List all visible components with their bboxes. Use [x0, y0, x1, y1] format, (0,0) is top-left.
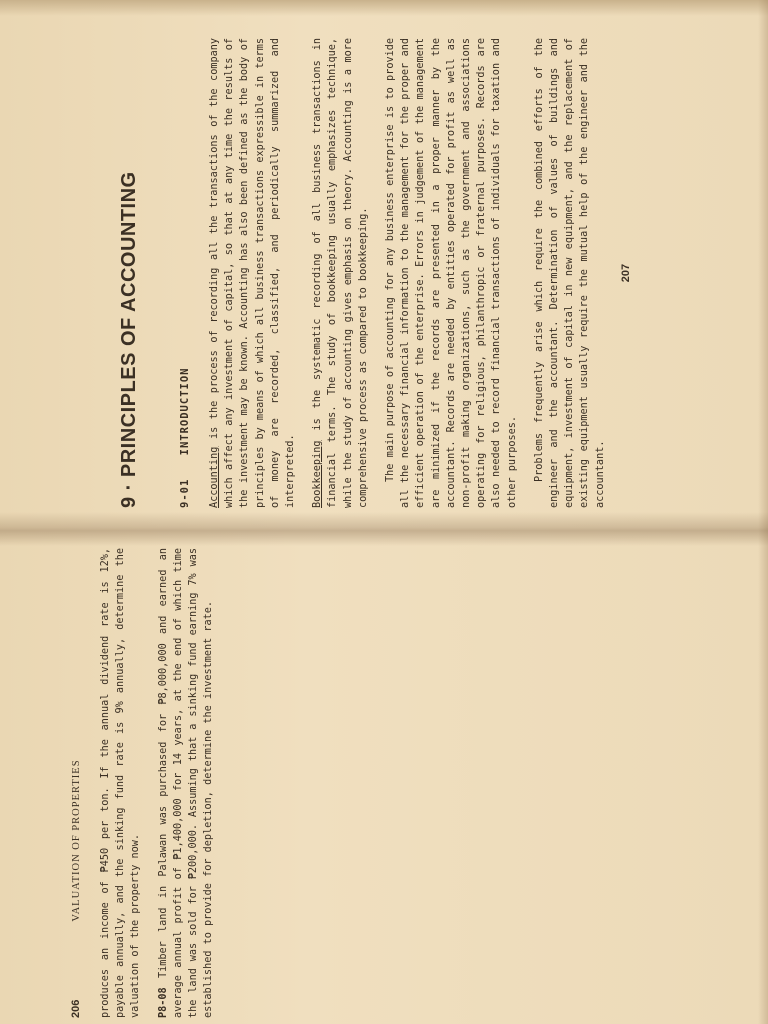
page-number-left: 206: [70, 999, 82, 1018]
chapter-title: 9 · PRINCIPLES OF ACCOUNTING: [118, 171, 140, 508]
page-number-right: 207: [619, 263, 632, 283]
page-206: [70, 548, 768, 1018]
page-edge-top: [0, 0, 768, 16]
paragraph-problems: Problems frequently arise which require the combined efforts of the engineer and the accountant. Determination of values of buildings and equipment, investment of capital in new equipment, and the replacement of existing equipment usually require the mutual help of the engineer and the accountant.: [533, 38, 606, 508]
problem-p8-08: [156, 548, 217, 1018]
section-heading: [179, 38, 191, 508]
paragraph-purpose: The main purpose of accounting for any business enterprise is to provide all the necessary financial information to the management for the proper and efficient operation of the enterprise. Errors in judgement of the management are minimized if the records are presented in a proper manner by the accountant. Records are needed by entities operated for profit as well as non-profit making organizations, such as the government and associations operating for religious, philanthropic or fraternal purposes. Records are also needed to record financial transactions of individuals for taxation and other purposes.: [385, 38, 518, 508]
page-207: [110, 38, 768, 508]
section-name: INTRODUCTION: [179, 367, 191, 456]
paragraph-bookkeeping-text: is the systematic recording of all business transactions in financial terms. The study of bookkeeping usually emphasizes technique, while the study of accounting gives emphasis on theory. Accounting is a more comprehensive process as compared to bookkeeping.: [312, 38, 369, 508]
problem-label: P8-08: [157, 987, 169, 1018]
paragraph-bookkeeping: [310, 38, 371, 508]
running-head: VALUATION OF PROPERTIES: [71, 759, 82, 922]
paragraph-accounting-text: is the process of recording all the transactions of the company which affect any investment of capital, so that at any time the results of the investment may be known. Accounting has also been defined as the body of principles by means of which all business transactions expressible in terms of money are recorded, classified, and periodically summarized and interpreted.: [209, 38, 297, 508]
paragraph-continued: produces an income of ₱450 per ton. If the annual dividend rate is 12%, payable annually, and the sinking fund rate is 9% annually, determine the valuation of the property now.: [100, 548, 142, 1018]
section-number: 9-01: [179, 478, 191, 508]
term-accounting: Accounting: [209, 446, 220, 508]
book-gutter: [0, 512, 768, 546]
running-header: [70, 548, 82, 1018]
paragraph-accounting: [207, 38, 298, 508]
problem-text: Timber land in Palawan was purchased for ₱8,000,000 and earned an average annual profit of ₱1,400,000 for 14 years, at the end of which time the land was sold for ₱200,000. Assuming that a sinking fund earning 7% was established to provide for depletion, determine the investment rate.: [157, 548, 215, 1018]
term-bookkeeping: Bookkeeping: [312, 440, 324, 508]
